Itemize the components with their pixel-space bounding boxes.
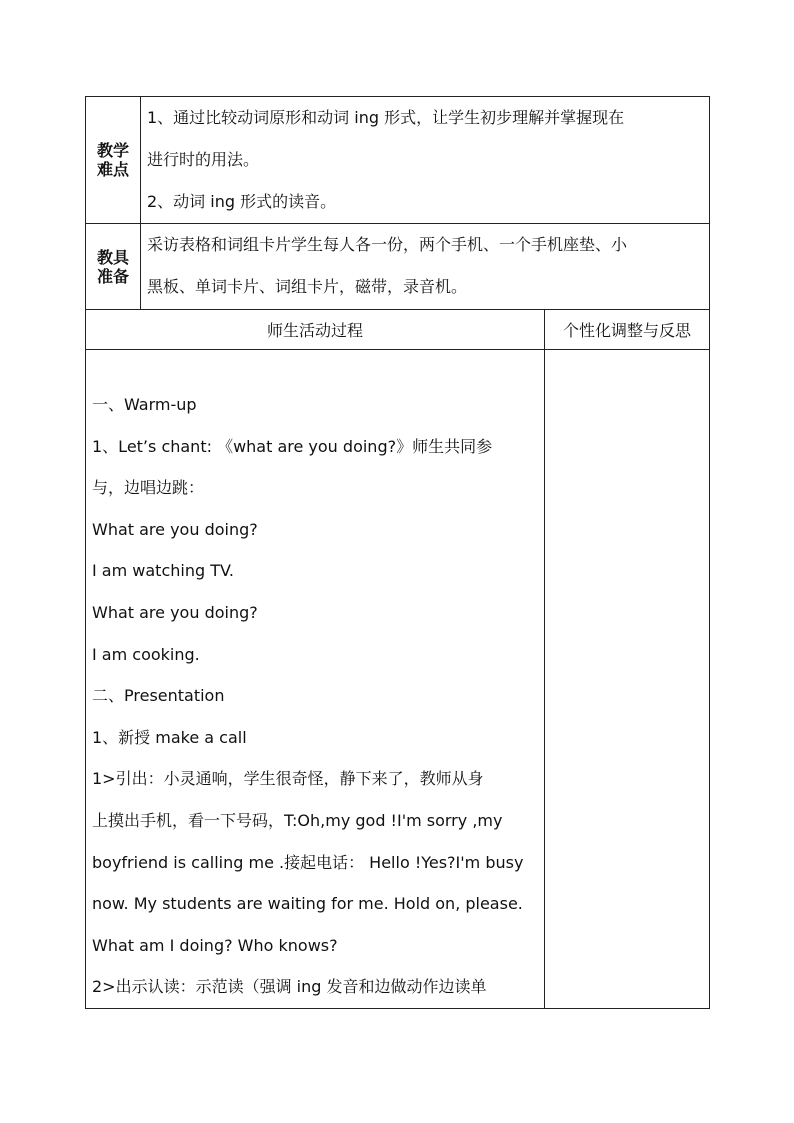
- process-line: 二、Presentation: [92, 686, 225, 706]
- tools-label: 教具 准备: [86, 224, 141, 310]
- process-line: What are you doing?: [92, 602, 258, 622]
- process-line: 1、新授 make a call: [92, 727, 247, 747]
- reflection-header: 个性化调整与反思: [545, 310, 710, 350]
- tools-row: [86, 224, 710, 310]
- process-line: 2>出示认读：示范读（强调 ing 发音和边做动作边读单: [92, 977, 487, 997]
- difficulty-label: 教学 难点: [86, 97, 141, 224]
- process-header: 师生活动过程: [86, 310, 545, 350]
- process-line: What are you doing?: [92, 519, 258, 539]
- difficulty-content: 1、通过比较动词原形和动词 ing 形式，让学生初步理解并掌握现在 进行时的用法。 2、动词 ing 形式的读音。: [141, 97, 710, 224]
- process-line: 1>引出：小灵通响，学生很奇怪，静下来了，教师从身: [92, 769, 484, 789]
- header-row: [86, 310, 710, 350]
- difficulty-row: [86, 97, 710, 224]
- process-line: now. My students are waiting for me. Hold on, please.: [92, 894, 523, 914]
- reflection-content: [545, 350, 710, 1009]
- lesson-plan-table: [85, 96, 710, 1009]
- process-line: 与，边唱边跳：: [92, 478, 205, 498]
- process-row: [86, 350, 710, 1009]
- process-line: I am cooking.: [92, 644, 200, 664]
- process-line: 1、Let’s chant: 《what are you doing?》师生共同参: [92, 436, 493, 456]
- process-line: What am I doing? Who knows?: [92, 935, 338, 955]
- process-line: boyfriend is calling me .接起电话： Hello !Yes?I'm busy: [92, 852, 524, 872]
- process-line: 上摸出手机，看一下号码，T:Oh,my god !I'm sorry ,my: [92, 810, 503, 830]
- process-content: [86, 350, 545, 1009]
- tools-content: 采访表格和词组卡片学生每人各一份，两个手机、一个手机座垫、小 黑板、单词卡片、词组卡片，磁带，录音机。: [141, 224, 710, 310]
- process-line: I am watching TV.: [92, 561, 234, 581]
- process-line: 一、Warm-up: [92, 395, 197, 414]
